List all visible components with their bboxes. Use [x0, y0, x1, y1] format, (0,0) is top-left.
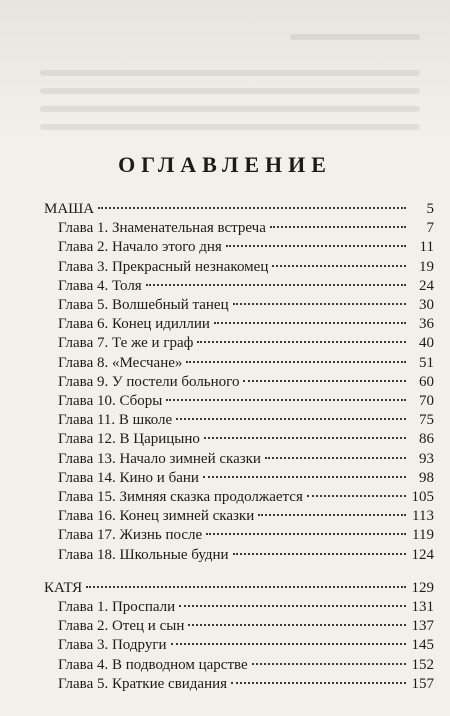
page-number: 7 — [426, 220, 434, 237]
toc-chapter-entry — [44, 277, 434, 296]
dot-leader — [197, 341, 406, 343]
toc-chapter-entry — [44, 373, 434, 392]
show-through-line — [40, 88, 420, 94]
page-number: 145 — [411, 637, 434, 654]
chapter-title: Глава 13. Начало зимней сказки — [58, 450, 261, 467]
dot-leader — [231, 682, 406, 684]
dot-leader — [272, 265, 406, 267]
toc-chapter-entry — [44, 598, 434, 617]
show-through-line — [290, 34, 420, 40]
page-number: 152 — [411, 656, 434, 673]
dot-leader — [233, 553, 406, 555]
chapter-title: Глава 3. Прекрасный незнакомец — [58, 258, 269, 275]
dot-leader — [243, 380, 406, 382]
toc-chapter-entry — [44, 656, 434, 675]
dot-leader — [203, 476, 406, 478]
page-number: 98 — [419, 469, 434, 486]
chapter-title: Глава 18. Школьные будни — [58, 546, 229, 563]
chapter-title: Глава 5. Волшебный танец — [58, 297, 229, 314]
dot-leader — [176, 418, 406, 420]
toc-heading: ОГЛАВЛЕНИЕ — [118, 152, 332, 177]
page-number: 70 — [419, 393, 434, 410]
dot-leader — [214, 322, 406, 324]
toc-chapter-entry — [44, 450, 434, 469]
toc-part-entry — [44, 200, 434, 219]
dot-leader — [226, 245, 406, 247]
chapter-title: Глава 12. В Царицыно — [58, 431, 200, 448]
page-number: 137 — [411, 618, 434, 635]
toc-chapter-entry — [44, 238, 434, 257]
toc-chapter-entry — [44, 296, 434, 315]
dot-leader — [166, 399, 406, 401]
chapter-title: Глава 4. Толя — [58, 277, 142, 294]
chapter-title: Глава 11. В школе — [58, 412, 173, 429]
toc-chapter-entry — [44, 526, 434, 545]
page-number: 60 — [419, 373, 434, 390]
chapter-title: Глава 5. Краткие свидания — [58, 675, 228, 692]
chapter-title: Глава 6. Конец идиллии — [58, 316, 210, 333]
dot-leader — [98, 207, 406, 209]
chapter-title: Глава 16. Конец зимней сказки — [58, 508, 255, 525]
toc-chapter-entry — [44, 507, 434, 526]
dot-leader — [171, 643, 407, 645]
part-title: МАША — [44, 201, 95, 217]
toc-chapter-entry — [44, 354, 434, 373]
page-number: 19 — [419, 258, 434, 275]
dot-leader — [146, 284, 406, 286]
chapter-title: Глава 15. Зимняя сказка продолжается — [58, 489, 303, 506]
page-number: 75 — [419, 412, 434, 429]
dot-leader — [252, 663, 406, 665]
chapter-title: Глава 14. Кино и бани — [58, 469, 199, 486]
dot-leader — [186, 361, 406, 363]
chapter-title: Глава 3. Подруги — [58, 637, 167, 654]
show-through-line — [40, 70, 420, 76]
toc-chapter-entry — [44, 334, 434, 353]
toc-chapter-entry — [44, 617, 434, 636]
toc-chapter-entry — [44, 469, 434, 488]
dot-leader — [265, 457, 406, 459]
page-number: 11 — [419, 239, 434, 256]
toc-chapter-entry — [44, 258, 434, 277]
page-number: 30 — [419, 297, 434, 314]
page-number: 131 — [411, 599, 434, 616]
chapter-title: Глава 1. Знаменательная встреча — [58, 220, 266, 237]
toc-chapter-entry — [44, 411, 434, 430]
toc-part-entry — [44, 579, 434, 598]
toc-chapter-entry — [44, 546, 434, 565]
table-of-contents — [44, 200, 434, 694]
dot-leader — [307, 495, 406, 497]
toc-chapter-entry — [44, 636, 434, 655]
chapter-title: Глава 9. У постели больного — [58, 373, 240, 390]
chapter-title: Глава 4. В подводном царстве — [58, 656, 248, 673]
page-number: 86 — [419, 431, 434, 448]
chapter-title: Глава 2. Отец и сын — [58, 618, 185, 635]
show-through-line — [40, 124, 420, 130]
page-number: 119 — [412, 527, 434, 544]
chapter-title: Глава 10. Сборы — [58, 393, 163, 410]
chapter-title: Глава 2. Начало этого дня — [58, 239, 222, 256]
chapter-title: Глава 7. Те же и граф — [58, 335, 194, 352]
dot-leader — [233, 303, 406, 305]
toc-chapter-entry — [44, 488, 434, 507]
part-title: КАТЯ — [44, 579, 83, 596]
toc-chapter-entry — [44, 392, 434, 411]
page-number: 124 — [411, 546, 434, 563]
dot-leader — [258, 514, 406, 516]
page-number: 129 — [411, 579, 434, 596]
dot-leader — [206, 533, 406, 535]
toc-chapter-entry — [44, 675, 434, 694]
dot-leader — [270, 226, 406, 228]
show-through-line — [40, 106, 420, 112]
page-number: 113 — [412, 508, 434, 525]
chapter-title: Глава 8. «Месчане» — [58, 354, 183, 371]
page-number: 157 — [411, 675, 434, 692]
page-number: 24 — [419, 277, 434, 294]
chapter-title: Глава 17. Жизнь после — [58, 527, 203, 544]
page-number: 51 — [419, 354, 434, 371]
page-number: 40 — [419, 335, 434, 352]
dot-leader — [204, 437, 406, 439]
page-number: 105 — [411, 489, 434, 506]
toc-chapter-entry — [44, 315, 434, 334]
page-number: 36 — [419, 316, 434, 333]
chapter-title: Глава 1. Проспали — [58, 599, 176, 616]
page-number: 93 — [419, 450, 434, 467]
section-gap — [44, 565, 434, 579]
dot-leader — [86, 586, 406, 588]
dot-leader — [179, 605, 406, 607]
dot-leader — [188, 624, 406, 626]
page-number: 5 — [426, 201, 434, 217]
toc-chapter-entry — [44, 219, 434, 238]
toc-chapter-entry — [44, 430, 434, 449]
